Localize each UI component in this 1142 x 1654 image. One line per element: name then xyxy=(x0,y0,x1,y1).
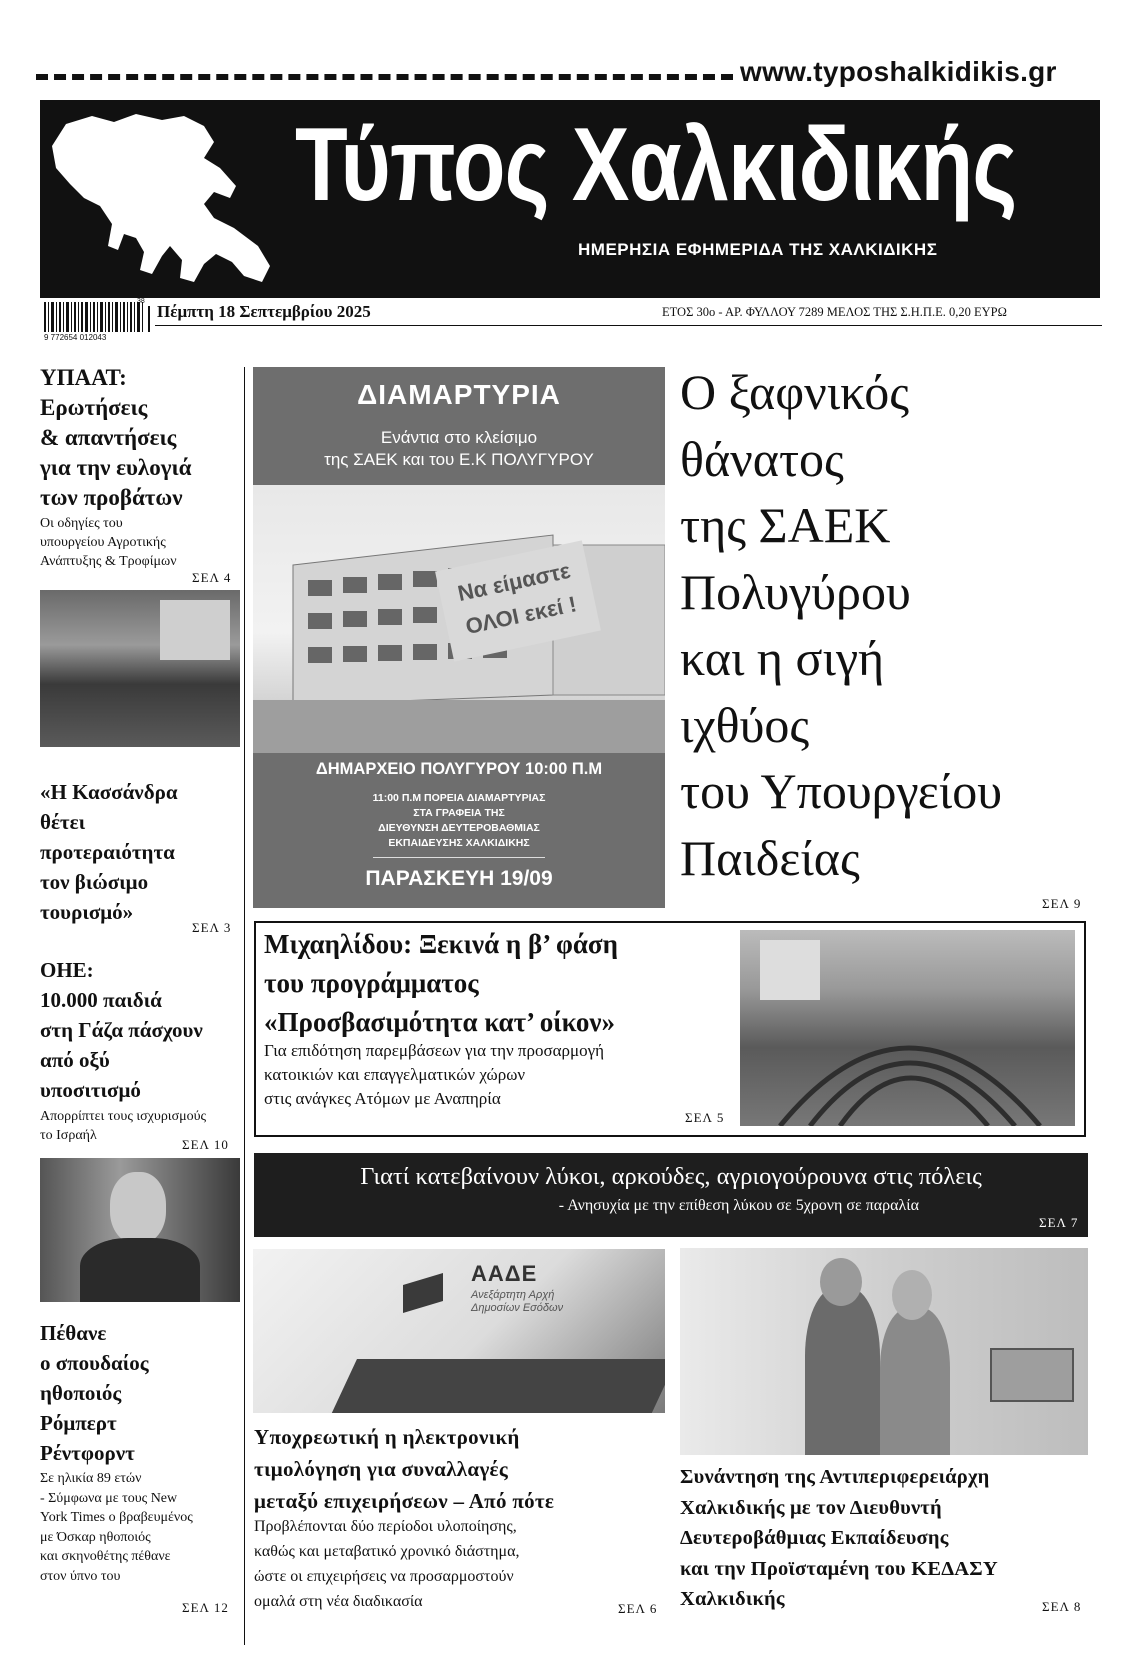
summary-line: υπουργείου Αγροτικής xyxy=(40,535,166,550)
summary-line: κατοικιών και επαγγελματικών χώρων xyxy=(264,1065,526,1084)
photo-laptop-aade xyxy=(253,1249,665,1413)
stage-backdrop xyxy=(160,600,230,660)
story-ypaat-title xyxy=(40,363,240,513)
title-line: προτεραιότητα xyxy=(40,840,175,864)
barcode-number: 9 772654 012043 xyxy=(44,333,107,342)
barcode-addon: 38 xyxy=(137,298,145,305)
banner-story[interactable] xyxy=(254,1153,1088,1237)
aade-story-title xyxy=(254,1421,674,1517)
sticker-line: ΟΛΟΙ εκεί ! xyxy=(463,591,579,640)
title-line: «Προσβασιμότητα κατ’ οίκον» xyxy=(264,1007,615,1037)
title-line: Πολυγύρου xyxy=(680,563,911,620)
title-line: του Υπουργείου xyxy=(680,763,1002,819)
title-line: Μιχαηλίδου: Ξεκινά η β’ φάση xyxy=(264,929,618,959)
photo-conference-audience xyxy=(40,590,240,747)
person-woman xyxy=(880,1308,950,1455)
title-line: Παιδείας xyxy=(680,829,860,886)
chalkidiki-map-logo xyxy=(44,106,280,292)
title-line: «Η Κασσάνδρα xyxy=(40,780,178,804)
person-man xyxy=(805,1288,880,1455)
story-redford-summary xyxy=(40,1469,240,1586)
portrait-suit xyxy=(80,1238,200,1302)
banner-subtitle: - Ανησυχία με την επίθεση λύκου σε 5χρονη σε παραλία xyxy=(558,1197,919,1214)
title-line: Ερωτήσεις xyxy=(40,395,148,420)
summary-line: στον ύπνο του xyxy=(40,1568,121,1584)
logo-sub-line: Δημοσίων Εσόδων xyxy=(471,1302,564,1314)
sticker-line: Να είμαστε xyxy=(455,557,573,607)
summary-line: York Times ο βραβευμένος xyxy=(40,1510,193,1525)
issue-date: Πέμπτη 18 Σεπτεμβρίου 2025 xyxy=(157,302,371,321)
summary-line: Προβλέπονται δύο περίοδοι υλοποίησης, xyxy=(254,1518,517,1535)
title-line: θέτει xyxy=(40,810,86,834)
logo-sub-line: Ανεξάρτητη Αρχή xyxy=(471,1289,555,1301)
box-story xyxy=(264,925,734,1111)
title-line: και την Προϊσταμένη του ΚΕΔΑΣΥ xyxy=(680,1557,998,1580)
box-story-summary xyxy=(264,1039,734,1111)
protest-poster[interactable] xyxy=(253,367,665,908)
person-man-head xyxy=(820,1258,862,1306)
poster-sub-line: της ΣΑΕΚ και του Ε.Κ ΠΟΛΥΓΥΡΟΥ xyxy=(324,450,594,469)
box-story-title xyxy=(264,925,734,1042)
title-line: από οξύ xyxy=(40,1048,110,1072)
title-line: & απαντήσεις xyxy=(40,425,177,450)
march-line: ΣΤΑ ΓΡΑΦΕΙΑ ΤΗΣ xyxy=(413,807,505,819)
summary-line: Σε ηλικία 89 ετών xyxy=(40,1471,142,1486)
summary-line: Ανάπτυξης & Τροφίμων xyxy=(40,554,177,569)
parliament-seats xyxy=(740,930,1075,1126)
title-line: των προβάτων xyxy=(40,485,183,510)
page-ref-6[interactable]: ΣΕΛ 6 xyxy=(618,1601,658,1616)
meeting-story[interactable] xyxy=(680,1462,1090,1615)
summary-line: καθώς και μεταβατικό χρονικό διάστημα, xyxy=(254,1543,520,1560)
story-ypaat[interactable] xyxy=(40,363,240,571)
title-line: της ΣΑΕΚ xyxy=(680,497,891,553)
page-ref-7: ΣΕΛ 7 xyxy=(1039,1215,1079,1230)
title-line: θάνατος xyxy=(680,430,844,487)
photo-robert-redford xyxy=(40,1158,240,1302)
march-line: 11:00 Π.Μ ΠΟΡΕΙΑ ΔΙΑΜΑΡΤΥΡΙΑΣ xyxy=(372,792,546,804)
masthead-banner xyxy=(40,100,1100,298)
page-ref-5[interactable]: ΣΕΛ 5 xyxy=(685,1110,725,1125)
title-line: τουρισμό» xyxy=(40,900,134,924)
column-divider xyxy=(244,367,245,1645)
march-line: ΔΙΕΥΘΥΝΣΗ ΔΕΥΤΕΡΟΒΑΘΜΙΑΣ xyxy=(378,822,540,834)
summary-line: το Ισραήλ xyxy=(40,1128,97,1143)
meeting-story-title xyxy=(680,1462,1090,1615)
summary-line: Απορρίπτει τους ισχυρισμούς xyxy=(40,1109,207,1124)
story-ohe-title xyxy=(40,955,240,1105)
title-line: Χαλκιδικής xyxy=(680,1588,785,1610)
title-line: Χαλκιδικής με τον Διευθυντή xyxy=(680,1496,942,1519)
issue-info: ΕΤΟΣ 30ο - ΑΡ. ΦΥΛΛΟΥ 7289 ΜΕΛΟΣ ΤΗΣ Σ.Η.Π.Ε. 0,20 ΕΥΡΩ xyxy=(662,305,1007,319)
title-line: τιμολόγηση για συναλλαγές xyxy=(254,1457,508,1481)
title-line: τον βιώσιμο xyxy=(40,870,149,894)
photo-parliament xyxy=(740,930,1075,1126)
laptop-keyboard xyxy=(329,1359,665,1413)
barcode-bars xyxy=(44,302,146,332)
title-line: μεταξύ επιχειρήσεων – Από πότε xyxy=(254,1489,555,1513)
newspaper-title: Τύπος Χαλκιδικής xyxy=(295,107,1017,223)
page-ref-10[interactable]: ΣΕΛ 10 xyxy=(182,1137,229,1152)
summary-line: ώστε οι επιχειρήσεις να προσαρμοστούν xyxy=(254,1568,514,1585)
story-redford-title xyxy=(40,1318,240,1468)
summary-line: με Όσκαρ ηθοποιός xyxy=(40,1529,151,1545)
page-ref-9[interactable]: ΣΕΛ 9 xyxy=(1042,896,1082,911)
story-redford[interactable] xyxy=(40,1318,240,1586)
photo-meeting xyxy=(680,1248,1088,1455)
page-ref-8[interactable]: ΣΕΛ 8 xyxy=(1042,1599,1082,1614)
date-rule xyxy=(155,325,1102,326)
poster-subheading xyxy=(253,427,665,471)
page-ref-3[interactable]: ΣΕΛ 3 xyxy=(192,920,232,935)
title-line: υποσιτισμό xyxy=(40,1078,141,1102)
wall-map xyxy=(990,1348,1074,1402)
aade-story-summary xyxy=(254,1514,674,1614)
poster-sub-line: Ενάντια στο κλείσιμο xyxy=(380,428,538,447)
summary-line: Οι οδηγίες του xyxy=(40,516,123,531)
title-line: ηθοποιός xyxy=(40,1381,122,1405)
poster-heading: ΔΙΑΜΑΡΤΥΡΙΑ xyxy=(357,379,561,410)
title-line: του προγράμματος xyxy=(264,968,479,998)
title-line: ο σπουδαίος xyxy=(40,1351,149,1375)
story-kassandra-title xyxy=(40,777,240,927)
summary-line: στις ανάγκες Ατόμων με Αναπηρία xyxy=(264,1089,501,1108)
summary-line: και σκηνοθέτης πέθανε xyxy=(40,1549,171,1564)
story-kassandra[interactable] xyxy=(40,777,240,927)
summary-line: ομαλά στη νέα διαδικασία xyxy=(254,1593,423,1610)
title-line: Συνάντηση της Αντιπεριφερειάρχη xyxy=(680,1466,990,1488)
title-line: Δευτεροβάθμιας Εκπαίδευσης xyxy=(680,1527,949,1549)
title-line: ΥΠΑΑΤ: xyxy=(40,365,127,390)
title-line: για την ευλογιά xyxy=(40,455,192,480)
title-line: 10.000 παιδιά xyxy=(40,988,162,1012)
title-line: ιχθύος xyxy=(680,696,810,753)
poster-day: ΠΑΡΑΣΚΕΥΗ 19/09 xyxy=(365,867,553,890)
title-line: Ρόμπερτ xyxy=(40,1411,117,1435)
top-dashed-rule xyxy=(36,74,733,80)
summary-line: - Σύμφωνα με τους New xyxy=(40,1490,178,1506)
title-line: ΟΗΕ: xyxy=(40,958,94,982)
page-ref-4[interactable]: ΣΕΛ 4 xyxy=(192,570,232,585)
website-url[interactable]: www.typoshalkidikis.gr xyxy=(740,56,1057,87)
banner-title: Γιατί κατεβαίνουν λύκοι, αρκούδες, αγριογούρουνα στις πόλεις xyxy=(360,1163,982,1190)
summary-line: Για επιδότηση παρεμβάσεων για την προσαρμογή xyxy=(264,1041,605,1060)
story-ohe[interactable] xyxy=(40,955,240,1145)
story-ypaat-summary xyxy=(40,514,240,571)
newspaper-subtitle: ΗΜΕΡΗΣΙΑ ΕΦΗΜΕΡΙΔΑ ΤΗΣ ΧΑΛΚΙΔΙΚΗΣ xyxy=(578,240,938,259)
aade-logo-subtext xyxy=(471,1289,563,1315)
person-woman-head xyxy=(892,1270,932,1320)
portrait-face xyxy=(110,1172,166,1244)
title-line: Υποχρεωτική η ηλεκτρονική xyxy=(254,1425,520,1449)
title-line: στη Γάζα πάσχουν xyxy=(40,1018,203,1042)
aade-logo-text: ΑΑΔΕ xyxy=(471,1261,538,1286)
barcode-addon-bars xyxy=(138,306,150,332)
march-line: ΕΚΠΑΙΔΕΥΣΗΣ ΧΑΛΚΙΔΙΚΗΣ xyxy=(388,837,530,849)
title-line: Πέθανε xyxy=(40,1321,107,1345)
title-line: και η σιγή xyxy=(680,630,885,686)
page-ref-12[interactable]: ΣΕΛ 12 xyxy=(182,1600,229,1615)
aade-logo-mark xyxy=(403,1273,443,1313)
aade-story[interactable] xyxy=(254,1421,674,1614)
poster-rule xyxy=(373,857,545,858)
lead-story-title xyxy=(680,359,1090,891)
title-line: Ρέντφορντ xyxy=(40,1441,135,1465)
barcode xyxy=(44,302,152,346)
lead-story[interactable] xyxy=(680,359,1090,891)
poster-march-info xyxy=(253,791,665,851)
title-line: Ο ξαφνικός xyxy=(680,364,910,420)
poster-venue: ΔΗΜΑΡΧΕΙΟ ΠΟΛΥΓΥΡΟΥ 10:00 Π.Μ xyxy=(315,760,603,778)
